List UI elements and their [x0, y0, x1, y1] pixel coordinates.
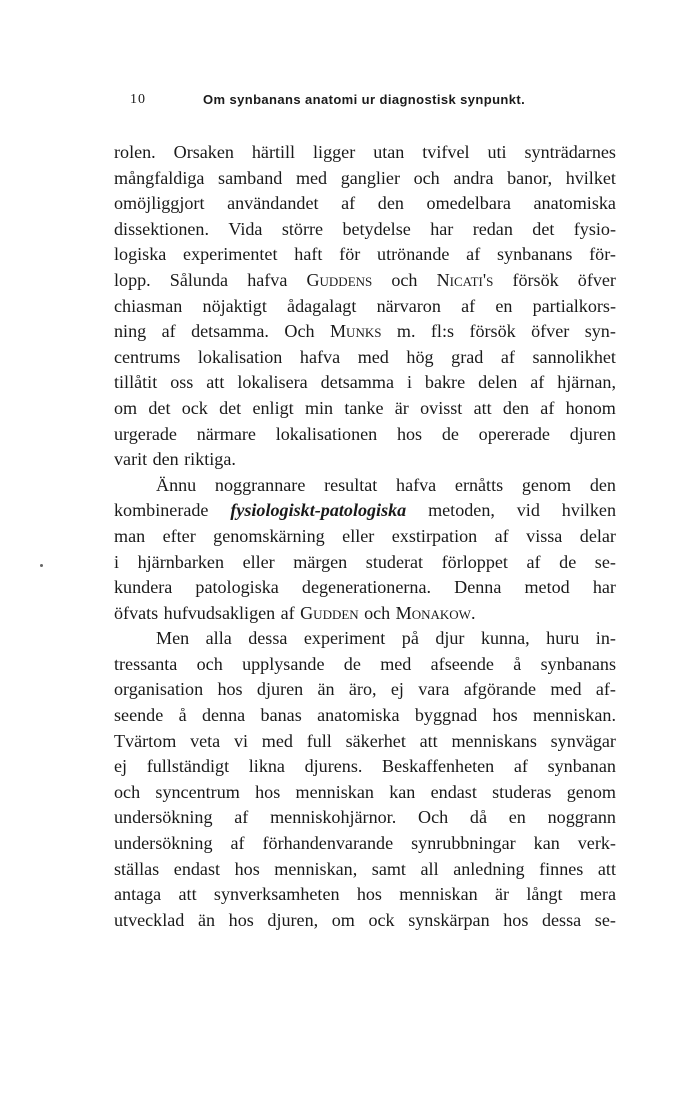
word: alla	[205, 628, 232, 649]
word: lokalisera	[237, 372, 308, 393]
word: kan	[533, 833, 560, 854]
word: och	[391, 269, 418, 290]
word: säkerhet	[345, 730, 406, 751]
word: Denna	[454, 577, 502, 598]
word: opererade	[478, 423, 550, 444]
text-line	[114, 754, 616, 780]
word: större	[281, 218, 324, 239]
word: öfvats	[114, 602, 159, 623]
word: Men	[156, 628, 190, 649]
word: enligt	[252, 397, 294, 418]
word: menniskan	[399, 884, 478, 905]
word: menniskans	[451, 730, 537, 751]
text-line	[114, 677, 616, 703]
word: mångfaldiga	[114, 167, 205, 188]
word: lokalisation	[197, 346, 283, 367]
word: att	[206, 372, 225, 393]
word: afgörande	[463, 679, 537, 700]
word: och	[413, 167, 440, 188]
word: bakre	[424, 372, 466, 393]
word: ovisst	[420, 397, 463, 418]
word: af	[526, 551, 541, 572]
word: ock	[368, 909, 395, 930]
word: samt	[371, 858, 406, 879]
word: försök	[469, 321, 516, 342]
word: organisation	[114, 679, 204, 700]
word: hafva	[396, 474, 437, 495]
word: full	[306, 730, 332, 751]
word: menniskan.	[533, 705, 616, 726]
word: för	[339, 244, 361, 265]
word: synbanans	[540, 653, 616, 674]
word: syncentrum	[155, 781, 240, 802]
word: ernåtts	[454, 474, 504, 495]
word: af	[466, 244, 481, 265]
text-line	[114, 242, 616, 268]
word: riktiga.	[184, 449, 236, 470]
word: varit	[114, 449, 148, 470]
word: detsamma.	[191, 321, 269, 342]
word: vissa	[526, 525, 563, 546]
word: veta	[190, 730, 221, 751]
word: finnes	[539, 858, 584, 879]
word: vid	[516, 500, 540, 521]
word: Nicati's	[436, 269, 494, 290]
text-line	[114, 882, 616, 908]
word: experiment	[303, 628, 386, 649]
word: afseende	[430, 653, 494, 674]
word: med	[550, 679, 582, 700]
text-line	[114, 498, 616, 524]
word: ning	[114, 321, 147, 342]
word: kundera	[114, 577, 173, 598]
word: djuren,	[267, 909, 319, 930]
word: hos	[356, 884, 382, 905]
word: synträdarnes	[524, 142, 616, 162]
text-line	[114, 703, 616, 729]
word: denna	[201, 705, 246, 726]
word: omedelbara	[426, 193, 511, 214]
word: delar	[579, 525, 616, 546]
word: och	[364, 602, 391, 623]
word: endast	[430, 781, 477, 802]
text-line	[114, 652, 616, 678]
text-line	[114, 166, 616, 192]
word: ej	[114, 756, 128, 777]
word: af	[513, 756, 528, 777]
word: Ännu	[156, 474, 197, 495]
word: vi	[233, 730, 249, 751]
word: i	[114, 551, 120, 572]
word: studeras	[492, 781, 552, 802]
word: för-	[589, 244, 616, 265]
word: hafva	[299, 346, 341, 367]
word: Orsaken	[173, 142, 234, 162]
word: eller	[242, 551, 275, 572]
word: Guddens	[306, 269, 373, 290]
word: de	[559, 551, 577, 572]
text-line	[114, 908, 616, 934]
word: genom	[521, 474, 572, 495]
text-line	[114, 191, 616, 217]
text-line	[114, 626, 616, 652]
word: ställas	[114, 858, 160, 879]
margin-speck	[40, 564, 43, 567]
word: på	[401, 628, 419, 649]
word: likna	[248, 756, 285, 777]
word: är	[394, 397, 409, 418]
word: menniskohjärnor.	[270, 807, 397, 828]
word: hos	[396, 423, 423, 444]
word: den	[377, 193, 404, 214]
word: det	[148, 397, 171, 418]
text-line	[114, 217, 616, 243]
word: fullständigt	[146, 756, 230, 777]
word: hos	[217, 679, 243, 700]
word: min	[304, 397, 334, 418]
word: då	[469, 807, 487, 828]
word: grad	[451, 346, 484, 367]
word: hvilket	[565, 167, 616, 188]
word: tressanta	[114, 653, 178, 674]
word: verk-	[577, 833, 616, 854]
word: delen	[478, 372, 518, 393]
word: Och	[284, 321, 315, 342]
word: hos	[492, 705, 518, 726]
word: öfver	[577, 269, 616, 290]
word: kunna,	[480, 628, 530, 649]
word: logiska	[114, 244, 167, 265]
word: att	[473, 397, 492, 418]
word: Munks	[329, 321, 382, 342]
word: fysio-	[573, 218, 616, 239]
word: förhandenvarande	[262, 833, 394, 854]
word: och	[114, 781, 141, 802]
word: syn-	[584, 321, 616, 342]
word: af	[280, 602, 295, 623]
word: huru	[546, 628, 580, 649]
word: lopp.	[114, 269, 151, 290]
word: synskärpan	[408, 909, 490, 930]
word: betydelse	[342, 218, 411, 239]
word: hufvudsakligen	[163, 602, 276, 623]
word: att	[597, 858, 616, 879]
text-line	[114, 550, 616, 576]
word: af	[341, 193, 356, 214]
word: honom	[565, 397, 616, 418]
word: dessa	[541, 909, 582, 930]
word: experimentet	[183, 244, 278, 265]
word: hög	[406, 346, 434, 367]
word: all	[420, 858, 439, 879]
word: äro,	[348, 679, 377, 700]
word: nöjaktigt	[202, 295, 267, 316]
text-line	[114, 729, 616, 755]
word: urgerade	[114, 423, 177, 444]
word: hos	[255, 781, 281, 802]
word: djurens.	[304, 756, 363, 777]
word: studerat	[365, 551, 424, 572]
word: anledning	[453, 858, 525, 879]
word: å	[513, 653, 522, 674]
word: Och	[418, 807, 449, 828]
word: se-	[594, 551, 616, 572]
word: försök	[512, 269, 559, 290]
word: med	[357, 346, 389, 367]
word: detsamma	[320, 372, 394, 393]
word: hos	[228, 909, 254, 930]
word: noggrannare	[214, 474, 306, 495]
word: partialkors-	[532, 295, 616, 316]
word: af-	[595, 679, 616, 700]
text-line	[114, 780, 616, 806]
word: patologiska	[195, 577, 279, 598]
text-line	[114, 396, 616, 422]
word: metod	[524, 577, 570, 598]
word: härtill	[251, 142, 296, 162]
word: menniskan,	[274, 858, 358, 879]
text-line	[114, 268, 616, 294]
word: djuren	[569, 423, 616, 444]
word: djur	[435, 628, 465, 649]
word: genomskärning	[213, 525, 325, 546]
text-line	[114, 831, 616, 857]
word: utrönande	[377, 244, 450, 265]
word: långt	[526, 884, 563, 905]
text-line	[114, 370, 616, 396]
text-line	[114, 524, 616, 550]
word: att	[419, 730, 438, 751]
text-line	[114, 422, 616, 448]
text-line	[114, 140, 616, 166]
word: Monakow.	[395, 602, 476, 623]
word: af	[500, 346, 515, 367]
word: Vida	[228, 218, 263, 239]
body-text	[114, 140, 616, 933]
page-number: 10	[130, 92, 146, 107]
word: med	[295, 167, 328, 188]
word: utvecklad	[114, 909, 185, 930]
text-line	[114, 473, 616, 499]
word: Sålunda	[169, 269, 229, 290]
word: å	[178, 705, 187, 726]
word: hos	[234, 858, 260, 879]
word: sannolikhet	[532, 346, 616, 367]
word: dessa	[248, 628, 288, 649]
word: hafva	[247, 269, 288, 290]
word: hvilken	[561, 500, 616, 521]
word: ej	[390, 679, 404, 700]
word: dissektionen.	[114, 218, 209, 239]
word: med	[261, 730, 293, 751]
word: upplysande	[242, 653, 325, 674]
word: oss	[170, 372, 194, 393]
word: metoden,	[428, 500, 495, 521]
word: märgen	[293, 551, 348, 572]
page-header	[130, 92, 616, 112]
word: mera	[579, 884, 616, 905]
word: af	[540, 397, 555, 418]
word: banas	[260, 705, 302, 726]
word: att	[178, 884, 197, 905]
word: omöjliggjort	[114, 193, 205, 214]
word: ligger	[313, 142, 356, 162]
word: den	[502, 397, 530, 418]
word: eller	[342, 525, 375, 546]
word: efter	[162, 525, 196, 546]
word: seende	[114, 705, 164, 726]
text-line	[114, 805, 616, 831]
word: de	[441, 423, 459, 444]
word: kombinerade	[114, 500, 209, 521]
word: det	[532, 218, 555, 239]
word: öfver	[531, 321, 570, 342]
word: om	[331, 909, 355, 930]
word: har	[430, 218, 454, 239]
word: den	[589, 474, 616, 495]
word: fl:s	[430, 321, 455, 342]
text-line	[114, 447, 616, 473]
word: endast	[173, 858, 221, 879]
word: menniskan	[295, 781, 374, 802]
word: se-	[594, 909, 616, 930]
word: hjärnan,	[557, 372, 616, 393]
word: ganglier	[340, 167, 400, 188]
word: tillåtit	[114, 372, 158, 393]
word: hos	[503, 909, 529, 930]
word: förloppet	[441, 551, 508, 572]
word: undersökning	[114, 833, 213, 854]
text-line	[114, 319, 616, 345]
word: om	[114, 397, 138, 418]
word: användandet	[227, 193, 319, 214]
word: genom	[566, 781, 616, 802]
word: andra	[453, 167, 494, 188]
word: anatomiska	[533, 193, 616, 214]
text-line	[114, 857, 616, 883]
word: ådagalagt	[287, 295, 357, 316]
word: än	[197, 909, 216, 930]
word: Gudden	[300, 602, 359, 623]
word: synverksamheten	[213, 884, 340, 905]
word: tanke	[344, 397, 384, 418]
word: synvägar	[550, 730, 616, 751]
text-line	[114, 345, 616, 371]
word: synrubbningar	[411, 833, 516, 854]
word: de	[343, 653, 361, 674]
word: af	[461, 295, 476, 316]
word: Beskaffenheten	[382, 756, 495, 777]
text-line	[114, 575, 616, 601]
word: en	[508, 807, 526, 828]
word: resultat	[324, 474, 378, 495]
word: undersökning	[114, 807, 213, 828]
word: degenerationerna.	[301, 577, 432, 598]
word: och	[196, 653, 223, 674]
word: det	[219, 397, 242, 418]
word: synbanan	[547, 756, 616, 777]
text-line	[114, 294, 616, 320]
word: banor,	[507, 167, 553, 188]
word: vara	[418, 679, 450, 700]
word: en	[495, 295, 513, 316]
word: exstirpation	[391, 525, 478, 546]
word: utan	[373, 142, 405, 162]
word: chiasman	[114, 295, 183, 316]
word: ock	[181, 397, 208, 418]
word: centrums	[114, 346, 181, 367]
word: med	[380, 653, 412, 674]
word: noggrann	[547, 807, 616, 828]
word: af	[230, 833, 245, 854]
running-title: Om synbanans anatomi ur diagnostisk synpunkt.	[203, 92, 526, 107]
word: haft	[294, 244, 323, 265]
text-line	[114, 601, 616, 627]
word: Tvärtom	[114, 730, 177, 751]
word: man	[114, 525, 146, 546]
word: tvifvel	[422, 142, 470, 162]
word: djuren	[256, 679, 304, 700]
word: redan	[472, 218, 513, 239]
word: än	[317, 679, 335, 700]
word: anatomiska	[317, 705, 400, 726]
word: af	[530, 372, 545, 393]
word: synbanans	[497, 244, 573, 265]
word: byggnad	[414, 705, 478, 726]
word: samband	[218, 167, 283, 188]
word: af	[234, 807, 249, 828]
word: m.	[396, 321, 416, 342]
word: i	[406, 372, 412, 393]
word: närvaron	[376, 295, 441, 316]
word: fysiologiskt-patologiska	[230, 500, 407, 521]
word: den	[152, 449, 179, 470]
word: rolen.	[114, 142, 156, 162]
word: hjärnbarken	[137, 551, 224, 572]
word: in-	[595, 628, 616, 649]
word: antaga	[114, 884, 162, 905]
word: uti	[487, 142, 507, 162]
word: är	[494, 884, 510, 905]
word: kan	[389, 781, 416, 802]
word: har	[592, 577, 616, 598]
word: närmare	[196, 423, 256, 444]
word: af	[494, 525, 509, 546]
word: af	[161, 321, 176, 342]
word: lokalisationen	[275, 423, 378, 444]
